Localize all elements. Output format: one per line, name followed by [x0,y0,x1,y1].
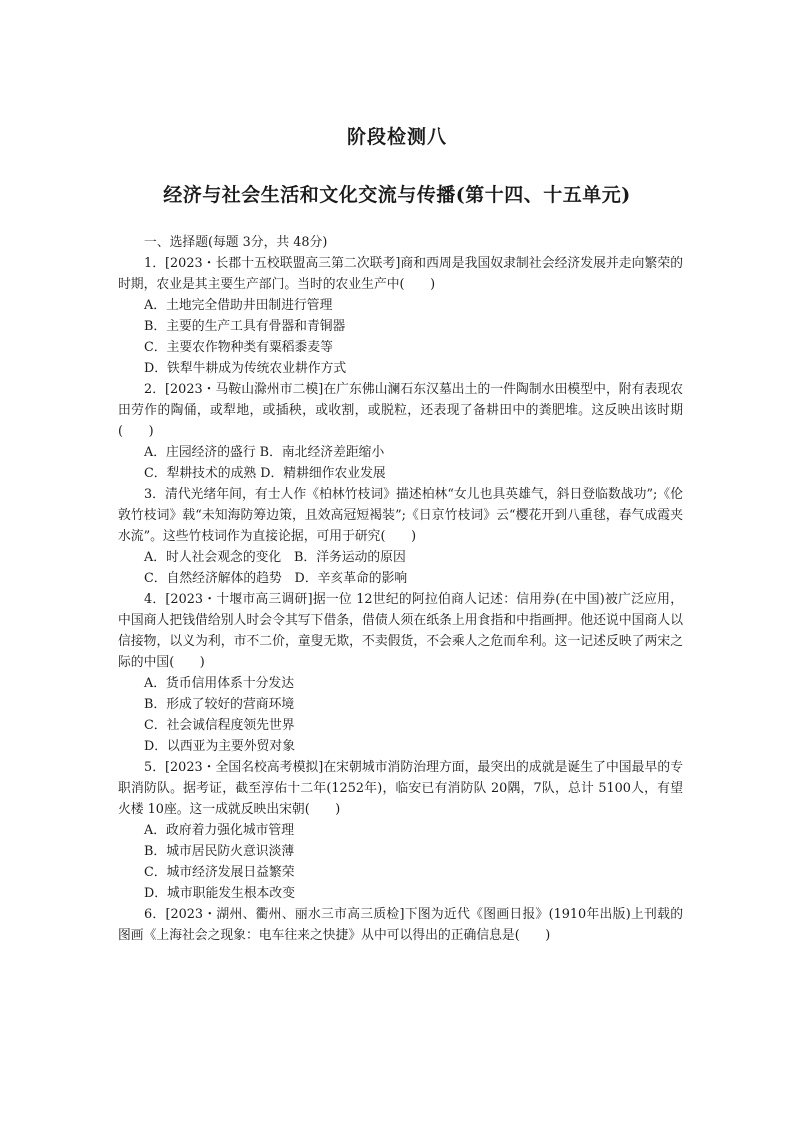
question-option: A．时人社会观念的变化 B．洋务运动的原因 [144,550,406,565]
question-stem: 1．[2023・长郡十五校联盟高三第二次联考]商和西周是我国奴隶制社会经济发展并走向繁荣的时期，农业是其主要生产部门。当时的农业生产中( ) [118,256,683,292]
page-title: 阶段检测八 [346,126,447,148]
question-option: D．城市职能发生根本改变 [144,886,296,901]
question-stem: 4．[2023・十堰市高三调研]据一位 12世纪的阿拉伯商人记述：信用券(在中国)被广泛应用，中国商人把钱借给别人时会令其写下借条，借债人须在纸条上用食指和中指画押。他还说中国商人以信接物，以义为利，市不二价，童叟无欺，不卖假货，不会乘人之危而牟利。这一记述反映了两宋之际的中国( ) [118,592,683,670]
question-option: B．主要的生产工具有骨器和青铜器 [144,319,346,334]
question-stem: 3．清代光绪年间，有士人作《柏林竹枝词》描述柏林“女儿也具英雄气，斜日登临数战功”;《伦敦竹枝词》载“未知海防筹边策，且效高冠短褐装”;《日京竹枝词》云“樱花开到八重毬，春气成霞夹水流”。这些竹枝词作为直接论据，可用于研究( ) [118,487,683,544]
question-option: B．形成了较好的营商环境 [144,697,295,712]
question-option: C．自然经济解体的趋势 D．辛亥革命的影响 [144,571,408,586]
question-option: C．主要农作物种类有粟稻黍麦等 [144,340,333,355]
question-option: D．铁犁牛耕成为传统农业耕作方式 [144,361,347,376]
question-option: B．城市居民防火意识淡薄 [144,844,295,859]
question-option: A．土地完全借助井田制进行管理 [144,298,333,313]
question-stem: 6．[2023・湖州、衢州、丽水三市高三质检]下图为近代《图画日报》(1910年出版)上刊载的图画《上海社会之现象：电车往来之快捷》从中可以得出的正确信息是( ) [118,907,683,943]
question-option: A．庄园经济的盛行 B．南北经济差距缩小 [144,445,385,460]
question-option: A．政府着力强化城市管理 [144,823,295,838]
question-stem: 2．[2023・马鞍山滁州市二模]在广东佛山澜石东汉墓出土的一件陶制水田模型中，附有表现农田劳作的陶俑，或犁地，或插秧，或收割，或脱粒，还表现了备耕田中的粪肥堆。这反映出该时期( ) [118,382,683,439]
question-option: C．社会诚信程度领先世界 [144,718,295,733]
question-option: C．犁耕技术的成熟 D．精耕细作农业发展 [144,466,386,481]
page-subtitle: 经济与社会生活和文化交流与传播(第十四、十五单元) [163,184,631,206]
question-stem: 5．[2023・全国名校高考模拟]在宋朝城市消防治理方面，最突出的成就是诞生了中国最早的专职消防队。据考证，截至淳佑十二年(1252年)，临安已有消防队 20隅，7队，总计 5100人，有望火楼 10座。这一成就反映出宋朝( ) [118,760,683,817]
question-body [118,232,683,946]
question-option: C．城市经济发展日益繁荣 [144,865,295,880]
question-option: D．以西亚为主要外贸对象 [144,739,296,754]
question-option: A．货币信用体系十分发达 [144,676,295,691]
section-heading: 一、选择题(每题 3分，共 48分) [144,235,328,250]
